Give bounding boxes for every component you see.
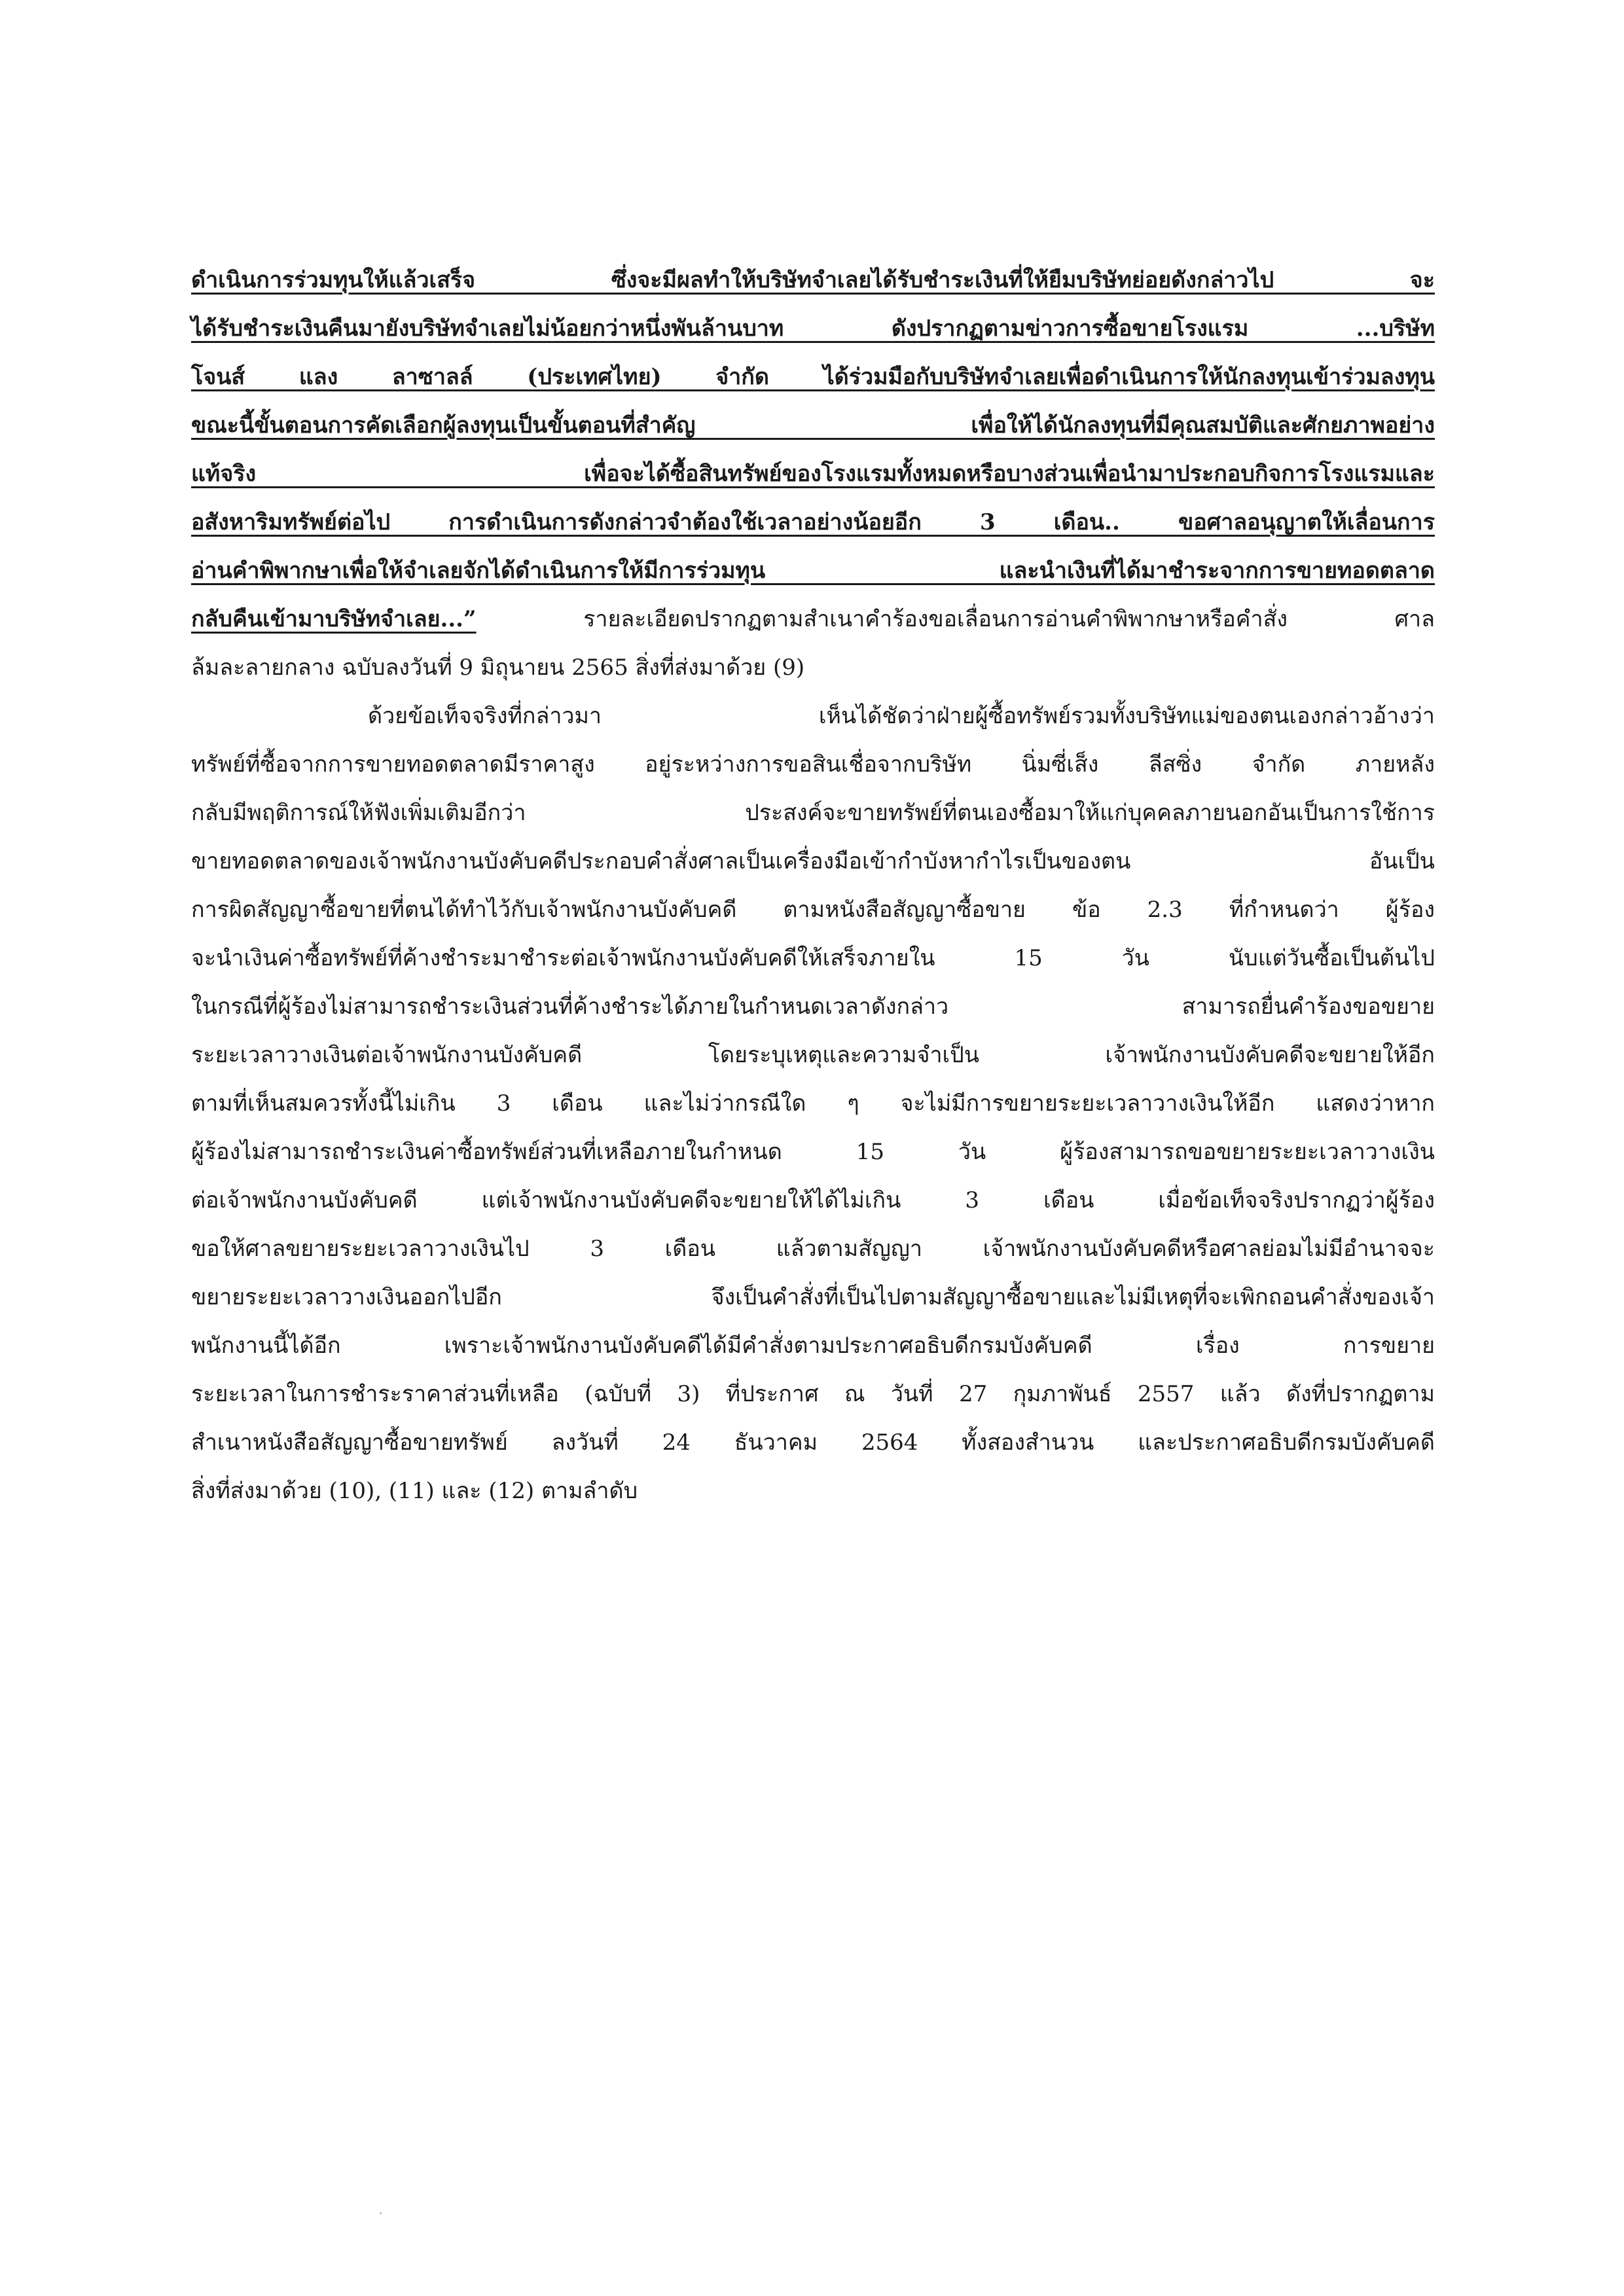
paragraph-1-line: [191, 310, 1435, 359]
body-text-segment: พนักงานนี้ได้อีก เพราะเจ้าพนักงานบังคับคดีได้มีคำสั่งตามประกาศอธิบดีกรมบังคับคดี เรื่อง การขยาย: [191, 1333, 1435, 1359]
document-body: [191, 262, 1435, 1521]
body-text-segment: ตามที่เห็นสมควรทั้งนี้ไม่เกิน 3 เดือน และไม่ว่ากรณีใด ๆ จะไม่มีการขยายระยะเวลาวางเงินให้อีก แสดงว่าหาก: [191, 1090, 1435, 1117]
quoted-text-segment: โจนส์ แลง ลาซาลล์ (ประเทศไทย) จำกัด ได้ร่วมมือกับบริษัทจำเลยเพื่อดำเนินการให้นักลงทุนเข้าร่วมลงทุน: [191, 364, 1435, 390]
body-text-segment: การผิดสัญญาซื้อขายที่ตนได้ทำไว้กับเจ้าพนักงานบังคับคดี ตามหนังสือสัญญาซื้อขาย ข้อ 2.3 ที่กำหนดว่า ผู้ร้อง: [191, 897, 1435, 923]
paragraph-1-line: [191, 649, 1435, 698]
body-text-segment: ระยะเวลาในการชำระราคาส่วนที่เหลือ (ฉบับที่ 3) ที่ประกาศ ณ วันที่ 27 กุมภาพันธ์ 2557 แล้ว ดังที่ปรากฏตาม: [191, 1381, 1435, 1407]
body-text-segment: ในกรณีที่ผู้ร้องไม่สามารถชำระเงินส่วนที่ค้างชำระได้ภายในกำหนดเวลาดังกล่าว สามารถยื่นคำร้องขอขยาย: [191, 994, 1435, 1020]
body-text-segment: ล้มละลายกลาง ฉบับลงวันที่ 9 มิถุนายน 2565 สิ่งที่ส่งมาด้วย (9): [191, 655, 805, 681]
quoted-text-segment: อ่านคำพิพากษาเพื่อให้จำเลยจักได้ดำเนินการให้มีการร่วมทุน และนำเงินที่ได้มาชำระจากการขายทอดตลาด: [191, 558, 1435, 584]
paragraph-2-line: [191, 843, 1435, 891]
quoted-text-segment: ดำเนินการร่วมทุนให้แล้วเสร็จ ซึ่งจะมีผลทำให้บริษัทจำเลยได้รับชำระเงินที่ให้ยืมบริษัทย่อยดังกล่าวไป จะ: [191, 267, 1435, 293]
body-text-segment: จะนำเงินค่าซื้อทรัพย์ที่ค้างชำระมาชำระต่อเจ้าพนักงานบังคับคดีให้เสร็จภายใน 15 วัน นับแต่วันซื้อเป็นต้นไป: [191, 945, 1435, 971]
paragraph-1-line: [191, 359, 1435, 407]
paragraph-2-line: [191, 988, 1435, 1037]
paragraph-2-line: [191, 795, 1435, 843]
quoted-text-segment: กลับคืนเข้ามาบริษัทจำเลย...”: [191, 606, 477, 632]
quoted-text-segment: ได้รับชำระเงินคืนมายังบริษัทจำเลยไม่น้อยกว่าหนึ่งพันล้านบาท ดังปรากฏตามข่าวการซื้อขายโรงแรม ...บริษัท: [191, 315, 1435, 342]
paragraph-1-line: [191, 552, 1435, 601]
paragraph-1-line: [191, 601, 1435, 649]
body-text-segment: รายละเอียดปรากฏตามสำเนาคำร้องขอเลื่อนการอ่านคำพิพากษาหรือคำสั่ง ศาล: [476, 606, 1435, 632]
paragraph-2-line: [191, 746, 1435, 795]
paragraph-1-line: [191, 504, 1435, 552]
paragraph-2-line: [191, 1424, 1435, 1473]
quoted-text-segment: ขณะนี้ขั้นตอนการคัดเลือกผู้ลงทุนเป็นขั้นตอนที่สำคัญ เพื่อให้ได้นักลงทุนที่มีคุณสมบัติและศักยภาพอย่าง: [191, 412, 1435, 439]
paragraph-1-line: [191, 407, 1435, 456]
body-text-segment: ขอให้ศาลขยายระยะเวลาวางเงินไป 3 เดือน แล้วตามสัญญา เจ้าพนักงานบังคับคดีหรือศาลย่อมไม่มีอำนาจจะ: [191, 1236, 1435, 1262]
paragraph-2-line: [191, 940, 1435, 988]
paragraph-1-line: [191, 456, 1435, 504]
body-text-segment: ต่อเจ้าพนักงานบังคับคดี แต่เจ้าพนักงานบังคับคดีจะขยายให้ได้ไม่เกิน 3 เดือน เมื่อข้อเท็จจริงปรากฏว่าผู้ร้อง: [191, 1187, 1435, 1213]
paragraph-2-line: [191, 1085, 1435, 1134]
body-text-segment: สำเนาหนังสือสัญญาซื้อขายทรัพย์ ลงวันที่ 24 ธันวาคม 2564 ทั้งสองสำนวน และประกาศอธิบดีกรมบังคับคดี: [191, 1429, 1435, 1456]
paragraph-2-line: [191, 1230, 1435, 1279]
body-text-segment: ระยะเวลาวางเงินต่อเจ้าพนักงานบังคับคดี โดยระบุเหตุและความจำเป็น เจ้าพนักงานบังคับคดีจะขยายให้อีก: [191, 1042, 1435, 1068]
body-text-segment: ขยายระยะเวลาวางเงินออกไปอีก จึงเป็นคำสั่งที่เป็นไปตามสัญญาซื้อขายและไม่มีเหตุที่จะเพิกถอนคำสั่งของเจ้า: [191, 1284, 1435, 1310]
paragraph-1-line: [191, 262, 1435, 310]
body-text-segment: ผู้ร้องไม่สามารถชำระเงินค่าซื้อทรัพย์ส่วนที่เหลือภายในกำหนด 15 วัน ผู้ร้องสามารถขอขยายระยะเวลาวางเงิน: [191, 1139, 1435, 1165]
body-text-segment: กลับมีพฤติการณ์ให้ฟังเพิ่มเติมอีกว่า ประสงค์จะขายทรัพย์ที่ตนเองซื้อมาให้แก่บุคคลภายนอกอันเป็นการใช้การ: [191, 800, 1435, 826]
body-text-segment: ทรัพย์ที่ซื้อจากการขายทอดตลาดมีราคาสูง อยู่ระหว่างการขอสินเชื่อจากบริษัท นิ่มซี่เส็ง ลีสซิ่ง จำกัด ภายหลัง: [191, 751, 1435, 778]
paragraph-2-line: [191, 1279, 1435, 1327]
paragraph-2-line: [191, 1134, 1435, 1182]
body-text-segment: ขายทอดตลาดของเจ้าพนักงานบังคับคดีประกอบคำสั่งศาลเป็นเครื่องมือเข้ากำบังหากำไรเป็นของตน อันเป็น: [191, 848, 1435, 874]
paragraph-2-line: [191, 1182, 1435, 1230]
scan-speck: [380, 2212, 382, 2214]
body-text-segment: สิ่งที่ส่งมาด้วย (10), (11) และ (12) ตามลำดับ: [191, 1478, 638, 1504]
paragraph-2-line: [191, 1037, 1435, 1085]
quoted-text-segment: อสังหาริมทรัพย์ต่อไป การดำเนินการดังกล่าวจำต้องใช้เวลาอย่างน้อยอีก 3 เดือน.. ขอศาลอนุญาตให้เลื่อนการ: [191, 509, 1435, 535]
paragraph-2-line: [191, 1376, 1435, 1424]
paragraph-2-line: [191, 698, 1435, 746]
paragraph-2-line: [191, 1473, 1435, 1521]
paragraph-2-line: [191, 891, 1435, 940]
quoted-text-segment: แท้จริง เพื่อจะได้ซื้อสินทรัพย์ของโรงแรมทั้งหมดหรือบางส่วนเพื่อนำมาประกอบกิจการโรงแรมและ: [191, 461, 1435, 487]
paragraph-2-line: [191, 1327, 1435, 1376]
body-text-segment: ด้วยข้อเท็จจริงที่กล่าวมา เห็นได้ชัดว่าฝ่ายผู้ซื้อทรัพย์รวมทั้งบริษัทแม่ของตนเองกล่าวอ้างว่า: [368, 703, 1435, 729]
